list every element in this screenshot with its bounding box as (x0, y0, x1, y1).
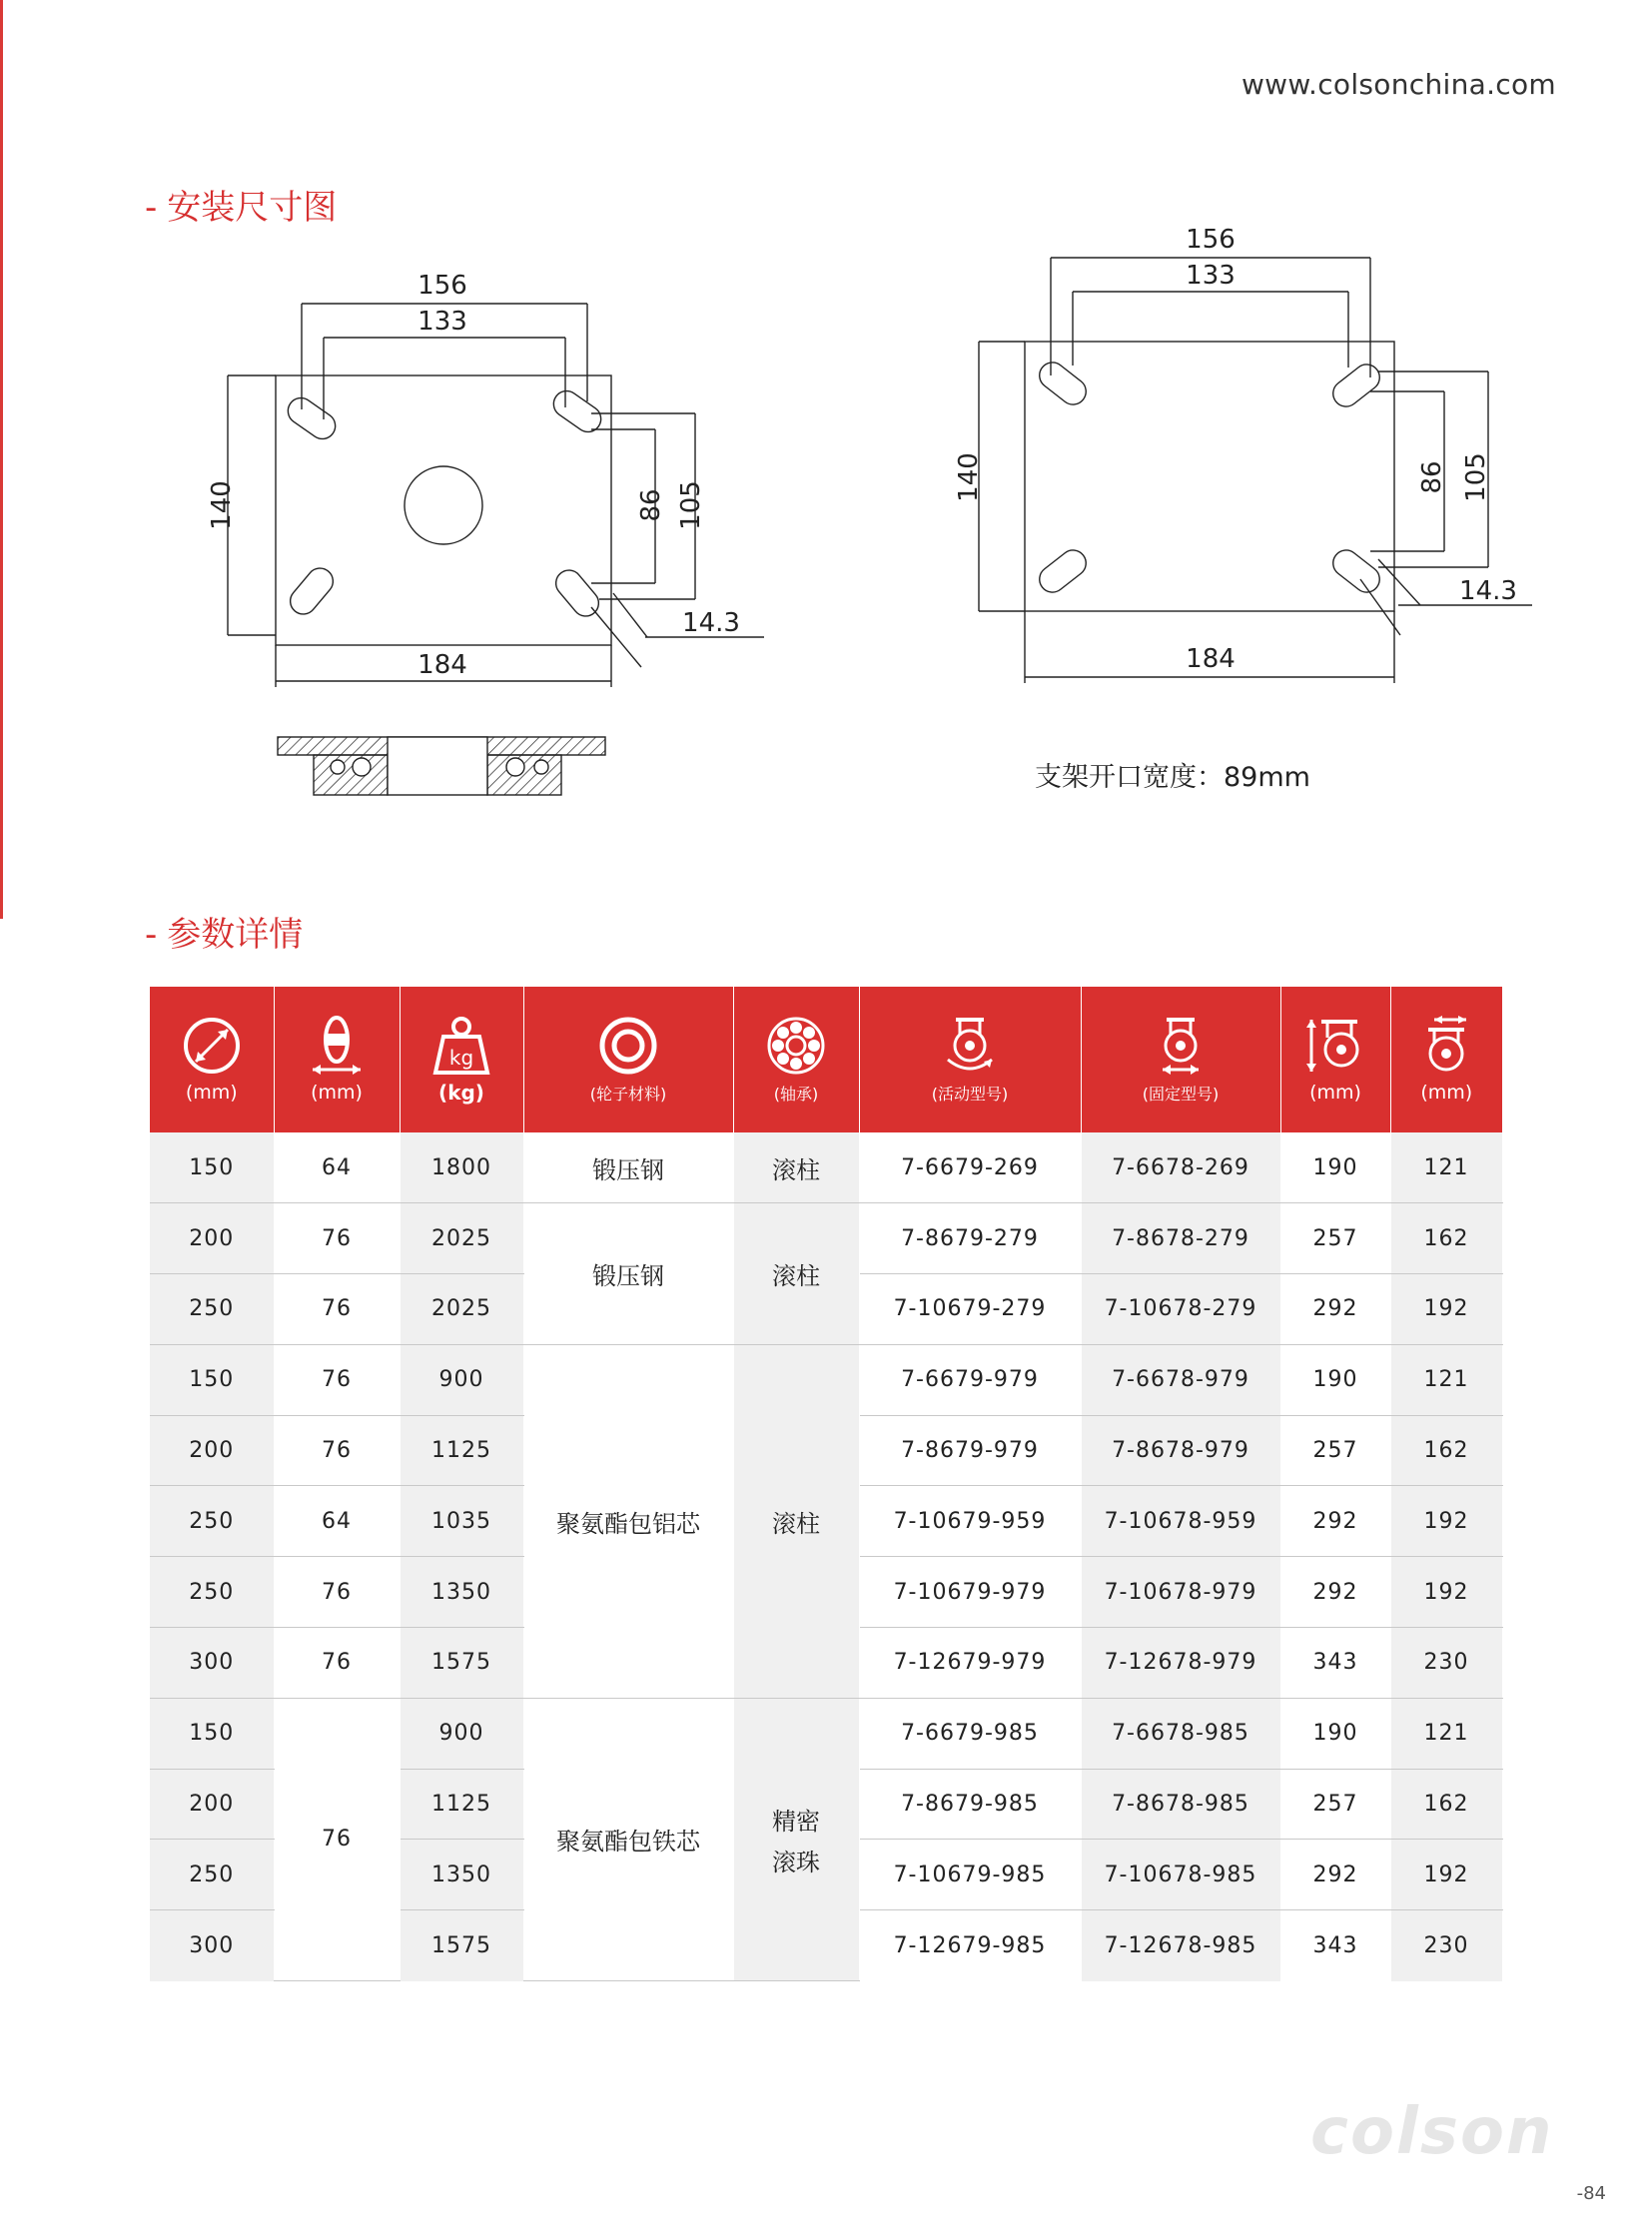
cell-width: 64 (274, 1486, 400, 1557)
cell-height: 292 (1280, 1486, 1390, 1557)
swivel-caster-icon (938, 1016, 1002, 1076)
cell-swivel-model: 7-10679-959 (859, 1486, 1081, 1557)
header-rigid (1081, 987, 1280, 1132)
colson-logo (1310, 2097, 1580, 2167)
dim-105: 105 (1461, 452, 1491, 502)
header-unit: (kg) (438, 1081, 484, 1105)
cell-height: 292 (1280, 1840, 1390, 1910)
spec-table (150, 987, 1502, 1981)
dim-14-3: 14.3 (1459, 576, 1517, 606)
height-icon (1303, 1016, 1367, 1076)
cell-load: 2025 (400, 1274, 523, 1345)
cell-swivel-radius: 162 (1390, 1415, 1502, 1486)
cell-material: 聚氨酯包铁芯 (523, 1698, 733, 1980)
bracket-opening-note: 支架开口宽度：89mm (1035, 762, 1310, 793)
plate-cross-section (270, 735, 629, 815)
header-unit: (轮子材料) (589, 1084, 667, 1104)
cell-height: 292 (1280, 1274, 1390, 1345)
cell-bearing: 滚柱 (733, 1132, 859, 1203)
params-section-title (145, 907, 303, 956)
section-dash: - (145, 188, 158, 228)
cell-swivel-radius: 230 (1390, 1910, 1502, 1981)
header-unit: (活动型号) (931, 1084, 1009, 1104)
cell-swivel-radius: 121 (1390, 1132, 1502, 1203)
dim-156: 156 (1186, 225, 1236, 255)
cell-material: 锻压钢 (523, 1132, 733, 1203)
cell-rigid-model: 7-8678-279 (1081, 1203, 1280, 1274)
dim-184: 184 (1186, 644, 1236, 674)
kg-text: kg (448, 1046, 474, 1070)
cell-swivel-model: 7-10679-979 (859, 1557, 1081, 1628)
dim-184: 184 (417, 650, 467, 680)
cell-material: 聚氨酯包铝芯 (523, 1344, 733, 1698)
swivel-radius-icon (1414, 1016, 1478, 1076)
header-unit: (固定型号) (1142, 1084, 1220, 1104)
cell-height: 257 (1280, 1769, 1390, 1840)
wheel-material-icon (596, 1016, 660, 1076)
cell-diameter: 250 (150, 1557, 274, 1628)
cell-swivel-radius: 230 (1390, 1628, 1502, 1699)
cell-swivel-model: 7-10679-985 (859, 1840, 1081, 1910)
dim-156: 156 (417, 271, 467, 301)
wheel-diameter-icon (180, 1016, 244, 1076)
cell-width: 76 (274, 1274, 400, 1345)
cell-swivel-model: 7-10679-279 (859, 1274, 1081, 1345)
cell-load: 1350 (400, 1557, 523, 1628)
table-row (150, 1698, 1502, 1769)
cell-diameter: 150 (150, 1344, 274, 1415)
table-row (150, 1132, 1502, 1203)
cell-rigid-model: 7-10678-979 (1081, 1557, 1280, 1628)
dim-133: 133 (1186, 261, 1236, 291)
dim-133: 133 (417, 307, 467, 337)
cell-load: 2025 (400, 1203, 523, 1274)
cell-width: 76 (274, 1344, 400, 1415)
cell-swivel-model: 7-8679-279 (859, 1203, 1081, 1274)
cell-rigid-model: 7-6678-269 (1081, 1132, 1280, 1203)
header-unit: (轴承) (773, 1084, 819, 1104)
cell-swivel-radius: 121 (1390, 1344, 1502, 1415)
cell-width: 76 (274, 1203, 400, 1274)
cell-diameter: 200 (150, 1203, 274, 1274)
bearing-line-2: 滚珠 (772, 1848, 820, 1876)
dim-105: 105 (676, 480, 706, 530)
cell-swivel-model: 7-12679-985 (859, 1910, 1081, 1981)
cell-width: 76 (274, 1557, 400, 1628)
dim-14-3: 14.3 (682, 608, 740, 638)
cell-rigid-model: 7-10678-985 (1081, 1840, 1280, 1910)
header-unit: (mm) (1309, 1082, 1361, 1104)
brand-text: colson (1310, 2095, 1554, 2169)
cell-diameter: 200 (150, 1415, 274, 1486)
rigid-caster-icon (1149, 1016, 1213, 1076)
dim-86: 86 (636, 488, 666, 522)
cell-load: 1800 (400, 1132, 523, 1203)
cell-diameter: 300 (150, 1910, 274, 1981)
header-unit: (mm) (185, 1082, 238, 1104)
cell-height: 292 (1280, 1557, 1390, 1628)
cell-rigid-model: 7-6678-985 (1081, 1698, 1280, 1769)
table-header-row (150, 987, 1502, 1132)
cell-bearing: 滚柱 (733, 1203, 859, 1345)
header-swivel-radius (1390, 987, 1502, 1132)
wheel-width-icon (305, 1016, 369, 1076)
cell-load: 1575 (400, 1910, 523, 1981)
cell-swivel-model: 7-8679-979 (859, 1415, 1081, 1486)
cell-swivel-radius: 192 (1390, 1840, 1502, 1910)
cell-load: 1575 (400, 1628, 523, 1699)
cell-height: 343 (1280, 1628, 1390, 1699)
table-row (150, 1203, 1502, 1274)
cell-rigid-model: 7-8678-985 (1081, 1769, 1280, 1840)
header-unit: (mm) (311, 1082, 363, 1104)
cell-load: 1125 (400, 1769, 523, 1840)
cell-diameter: 150 (150, 1132, 274, 1203)
cell-diameter: 250 (150, 1486, 274, 1557)
table-row (150, 1344, 1502, 1415)
install-title-text: 安装尺寸图 (167, 188, 338, 228)
cell-rigid-model: 7-6678-979 (1081, 1344, 1280, 1415)
cell-height: 343 (1280, 1910, 1390, 1981)
cell-swivel-model: 7-6679-985 (859, 1698, 1081, 1769)
cell-rigid-model: 7-12678-985 (1081, 1910, 1280, 1981)
cell-width: 64 (274, 1132, 400, 1203)
cell-rigid-model: 7-12678-979 (1081, 1628, 1280, 1699)
header-bearing (733, 987, 859, 1132)
header-swivel (859, 987, 1081, 1132)
cell-load: 900 (400, 1344, 523, 1415)
cell-material: 锻压钢 (523, 1203, 733, 1345)
section-dash: - (145, 915, 158, 955)
dim-86: 86 (1417, 460, 1447, 494)
page-number: -84 (1576, 2183, 1606, 2204)
cell-height: 257 (1280, 1415, 1390, 1486)
cell-swivel-model: 7-12679-979 (859, 1628, 1081, 1699)
cell-swivel-radius: 162 (1390, 1769, 1502, 1840)
cell-height: 190 (1280, 1132, 1390, 1203)
cell-height: 190 (1280, 1344, 1390, 1415)
cell-swivel-radius: 192 (1390, 1486, 1502, 1557)
cell-rigid-model: 7-8678-979 (1081, 1415, 1280, 1486)
cell-swivel-model: 7-8679-985 (859, 1769, 1081, 1840)
bearing-line-1: 精密 (772, 1807, 820, 1836)
cell-bearing (733, 1698, 859, 1980)
cell-swivel-radius: 192 (1390, 1274, 1502, 1345)
cell-load: 900 (400, 1698, 523, 1769)
cell-width: 76 (274, 1415, 400, 1486)
header-width (274, 987, 400, 1132)
header-unit: (mm) (1420, 1082, 1473, 1104)
rigid-plate-drawing (954, 222, 1558, 701)
install-section-title (145, 180, 337, 229)
dim-140: 140 (207, 480, 237, 530)
cell-diameter: 250 (150, 1274, 274, 1345)
cell-width: 76 (274, 1698, 400, 1980)
site-url[interactable]: www.colsonchina.com (1240, 68, 1556, 101)
cell-height: 190 (1280, 1698, 1390, 1769)
cell-diameter: 250 (150, 1840, 274, 1910)
header-load (400, 987, 523, 1132)
cell-rigid-model: 7-10678-279 (1081, 1274, 1280, 1345)
cell-height: 257 (1280, 1203, 1390, 1274)
cell-width: 76 (274, 1628, 400, 1699)
left-accent-rule (0, 0, 3, 919)
header-height (1280, 987, 1390, 1132)
cell-swivel-model: 7-6679-979 (859, 1344, 1081, 1415)
cell-bearing: 滚柱 (733, 1344, 859, 1698)
header-diameter (150, 987, 274, 1132)
cell-swivel-model: 7-6679-269 (859, 1132, 1081, 1203)
kg-weight-icon (429, 1015, 493, 1075)
dim-140: 140 (954, 452, 984, 502)
cell-diameter: 150 (150, 1698, 274, 1769)
cell-load: 1350 (400, 1840, 523, 1910)
cell-diameter: 300 (150, 1628, 274, 1699)
cell-diameter: 200 (150, 1769, 274, 1840)
cell-swivel-radius: 192 (1390, 1557, 1502, 1628)
header-material (523, 987, 733, 1132)
params-title-text: 参数详情 (167, 915, 304, 955)
cell-rigid-model: 7-10678-959 (1081, 1486, 1280, 1557)
cell-swivel-radius: 162 (1390, 1203, 1502, 1274)
cell-load: 1125 (400, 1415, 523, 1486)
cell-load: 1035 (400, 1486, 523, 1557)
cell-swivel-radius: 121 (1390, 1698, 1502, 1769)
bearing-icon (764, 1016, 828, 1076)
